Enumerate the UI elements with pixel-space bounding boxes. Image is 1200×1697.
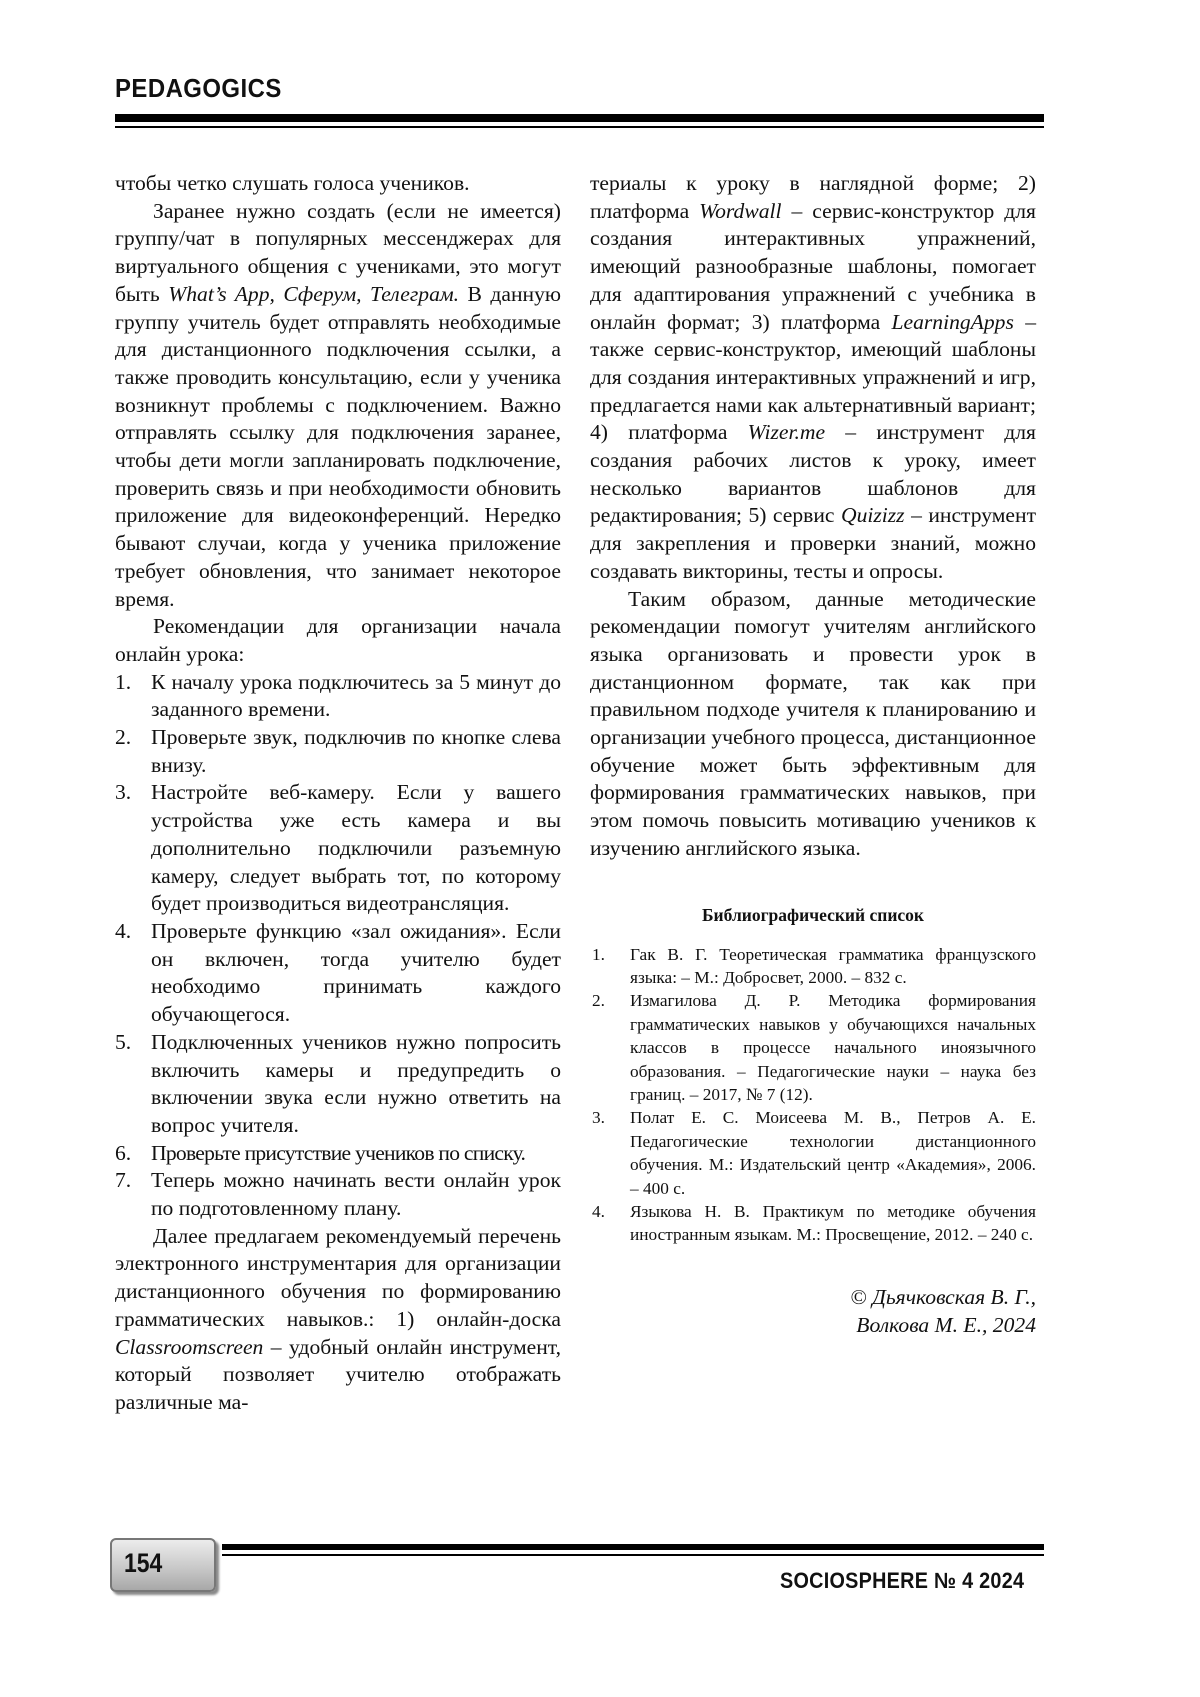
- recommendations-list: [115, 669, 561, 1223]
- paragraph: териалы к уроку в наглядной форме; 2) платформа Wordwall – сервис-конструктор для создания интерактивных упражнений, имеющий разнообразные шаблоны, помогает для адаптирования упражнений с учебника в онлайн формат; 3) платформа LearningApps – также сервис-конструктор, имеющий шаблоны для создания интерактивных упражнений и игр, предлагается нами как альтернативный вариант; 4) платформа Wizer.me – инструмент для создания рабочих листов к уроку, имеет несколько вариантов шаблонов для редактирования; 5) сервис Quizizz – инструмент для закрепления и проверки знаний, можно создавать викторины, тесты и опросы.: [590, 171, 1037, 583]
- journal-title: SOCIOSPHERE № 4 2024: [780, 1568, 1025, 1593]
- paragraph: Таким образом, данные методические рекомендации помогут учителям английского языка организовать и провести урок в дистанционном формате, так как при правильном подходе учителя к планированию и организации учебного процесса, дистанционное обучение может быть эффективным для формирования грамматических навыков, при этом помочь повысить мотивацию учеников к изучению английского языка.: [590, 586, 1036, 860]
- paragraph: Далее предлагаем рекомендуемый перечень электронного инструментария для организации дистанционного обучения по формированию грамматических навыков.: 1) онлайн-доска Classroomscreen – удобный онлайн инструмент, который позволяет учителю отображать различные ма-: [115, 1223, 561, 1414]
- header-rule-thin: [115, 126, 1044, 128]
- emphasis: LearningApps: [891, 309, 1014, 334]
- footer-rule: [222, 1544, 1044, 1550]
- section-header: PEDAGOGICS: [115, 73, 282, 103]
- page-number-badge: [110, 1538, 216, 1592]
- left-column: [115, 170, 561, 1417]
- list-item: 2. Проверьте звук, подключив по кнопке слева внизу.: [115, 725, 561, 777]
- list-item: 1. К началу урока подключитесь за 5 минут до заданного времени.: [115, 669, 561, 722]
- list-item: 3. Настройте веб-камеру. Если у вашего устройства уже есть камера и вы дополнительно подключили разъемную камеру, следует выбрать тот, по которому будет производиться видеотрансляция.: [115, 780, 561, 916]
- list-item: 4. Проверьте функцию «зал ожидания». Если он включен, тогда учителю будет необходимо принимать каждого обучающегося.: [115, 918, 561, 1027]
- references-list: [590, 943, 1036, 1247]
- paragraph: Заранее нужно создать (если не имеется) группу/чат в популярных мессенджерах для виртуального общения с учениками, это могут быть What’s App, Сферум, Телеграм. В данную группу учитель будет отправлять необходимые для дистанционного подключения ссылки, а также проводить консультацию, если у ученика возникнут проблемы с подключением. Важно отправлять ссылку для подключения заранее, чтобы дети могли запланировать подключение, проверить связь и при необходимости обновить приложение для видеоконференций. Нередко бывают случаи, когда у ученика приложение требует обновления, что занимает некоторое время.: [115, 198, 561, 611]
- paragraph: Рекомендации для организации начала онлайн урока:: [115, 614, 561, 666]
- header-rule: [115, 114, 1044, 122]
- footer-rule-thin: [222, 1554, 1044, 1556]
- emphasis: Wizer.me: [747, 420, 826, 445]
- reference-item: 3. Полат Е. С. Моисеева М. В., Петров А. Е. Педагогические технологии дистанционного обучения. М.: Издательский центр «Академия», 2006. – 400 с.: [592, 1108, 1036, 1198]
- emphasis: Quizizz: [840, 503, 905, 528]
- list-item: 5. Подключенных учеников нужно попросить включить камеры и предупредить о включении звука если нужно ответить на вопрос учителя.: [115, 1029, 561, 1137]
- emphasis: Classroomscreen: [115, 1334, 264, 1359]
- page-number: 154: [124, 1548, 163, 1578]
- emphasis: Wordwall: [699, 198, 782, 223]
- list-item: 6. Проверьте присутствие учеников по списку.: [115, 1140, 526, 1165]
- right-column: [590, 170, 1036, 1339]
- list-item: 7. Теперь можно начинать вести онлайн урок по подготовленному плану.: [115, 1168, 561, 1221]
- references-title: Библиографический список: [701, 904, 924, 925]
- reference-item: 1. Гак В. Г. Теоретическая грамматика французского языка: – М.: Добросвет, 2000. – 832 с.: [592, 944, 1036, 987]
- paragraph: чтобы четко слушать голоса учеников.: [115, 171, 470, 195]
- reference-item: 4. Языкова Н. В. Практикум по методике обучения иностранным языкам. М.: Просвещение, 2012. – 240 с.: [592, 1202, 1036, 1245]
- copyright: © Дьячковская В. Г., Волкова М. Е., 2024: [850, 1284, 1036, 1337]
- emphasis: What’s App, Сферум, Телеграм.: [168, 281, 460, 306]
- reference-item: 2. Измагилова Д. Р. Методика формирования грамматических навыков у обучающихся начальных классов в процессе начального иноязычного образования. – Педагогические науки – наука без границ. – 2017, № 7 (12).: [592, 991, 1036, 1105]
